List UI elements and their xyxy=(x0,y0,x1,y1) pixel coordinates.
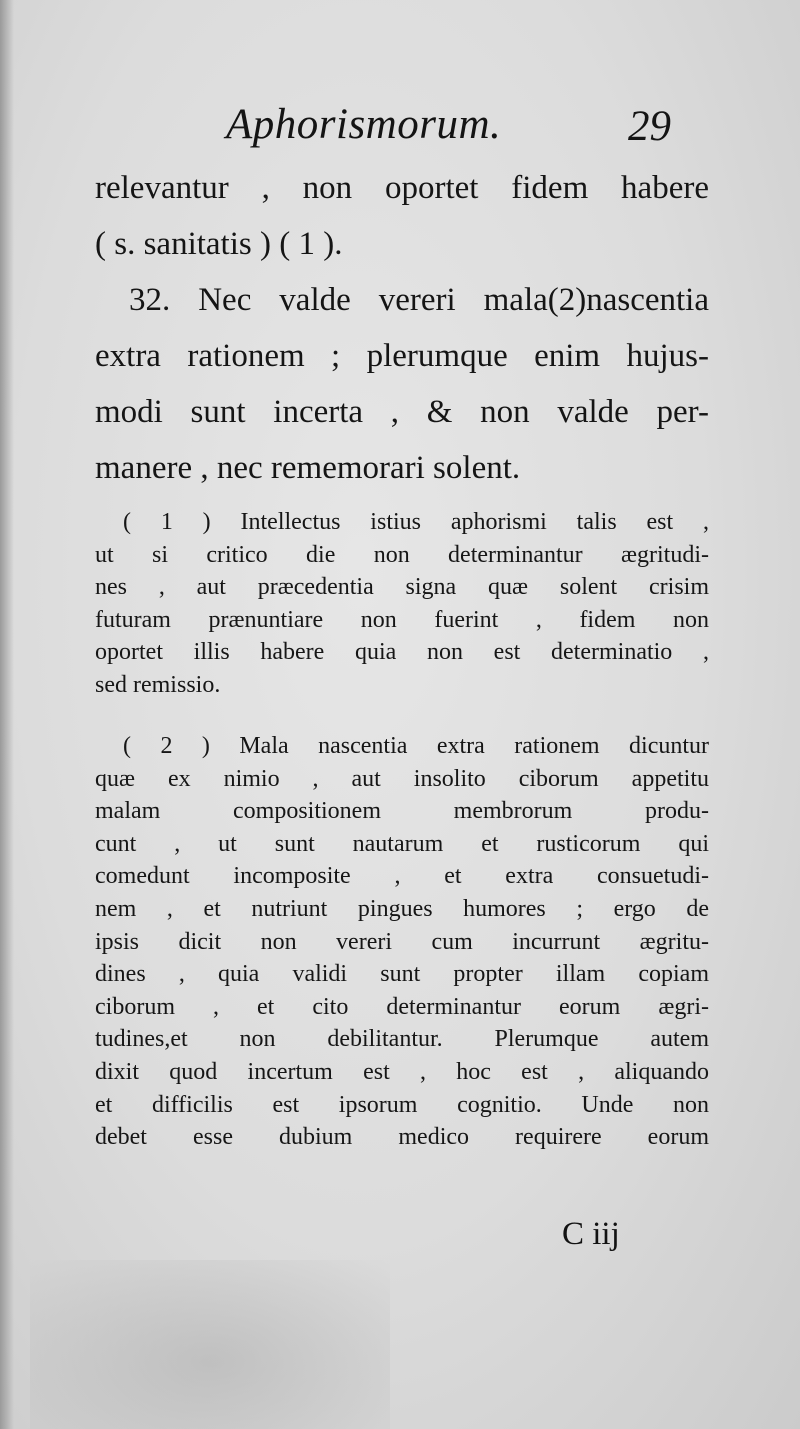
page-stain xyxy=(30,1260,390,1429)
main-text xyxy=(95,160,709,496)
running-title: Aphorismorum. xyxy=(226,101,502,148)
footnote-1 xyxy=(95,506,709,702)
footnote-line: debet esse dubium medico requirere eorum xyxy=(95,1124,709,1151)
text-line: manere , nec rememorari solent. xyxy=(95,450,521,486)
footnote-line: ipsis dicit non vereri cum incurrunt ægritu- xyxy=(95,928,709,955)
page-number: 29 xyxy=(628,103,671,150)
footnote-line: quæ ex nimio , aut insolito ciborum appetitu xyxy=(95,765,709,792)
footnote-line: ( 1 ) Intellectus istius aphorismi talis est , xyxy=(123,509,709,535)
footnote-line: sed remissio. xyxy=(95,671,221,698)
text-line: relevantur , non oportet fidem habere xyxy=(95,170,709,206)
footnote-line: malam compositionem membrorum produ- xyxy=(95,798,709,825)
footnote-line: oportet illis habere quia non est determinatio , xyxy=(95,639,709,666)
footnote-line: et difficilis est ipsorum cognitio. Unde non xyxy=(95,1091,709,1118)
footnote-line: dines , quia validi sunt propter illam copiam xyxy=(95,961,709,988)
footnote-line: futuram prænuntiare non fuerint , fidem non xyxy=(95,606,709,633)
footnote-line: nem , et nutriunt pingues humores ; ergo de xyxy=(95,895,709,922)
text-line: modi sunt incerta , & non valde per- xyxy=(95,394,709,430)
footnote-2 xyxy=(95,730,709,1154)
page-header xyxy=(0,100,800,160)
signature-mark: C iij xyxy=(562,1216,620,1252)
text-line: ( s. sanitatis ) ( 1 ). xyxy=(95,226,343,262)
text-line: extra rationem ; plerumque enim hujus- xyxy=(95,338,709,374)
footnote-line: ut si critico die non determinantur ægritudi- xyxy=(95,541,709,568)
footnote-line: ciborum , et cito determinantur eorum ægri- xyxy=(95,993,709,1020)
text-line: 32. Nec valde vereri mala(2)nascentia xyxy=(129,282,709,318)
footnote-line: ( 2 ) Mala nascentia extra rationem dicuntur xyxy=(123,733,709,759)
footnote-line: comedunt incomposite , et extra consuetudi- xyxy=(95,863,709,890)
footnote-line: tudines,et non debilitantur. Plerumque autem xyxy=(95,1026,709,1053)
footnote-line: nes , aut præcedentia signa quæ solent crisim xyxy=(95,574,709,601)
gutter-shadow xyxy=(0,0,14,1429)
footnote-line: cunt , ut sunt nautarum et rusticorum qui xyxy=(95,830,709,857)
footnote-line: dixit quod incertum est , hoc est , aliquando xyxy=(95,1058,709,1085)
